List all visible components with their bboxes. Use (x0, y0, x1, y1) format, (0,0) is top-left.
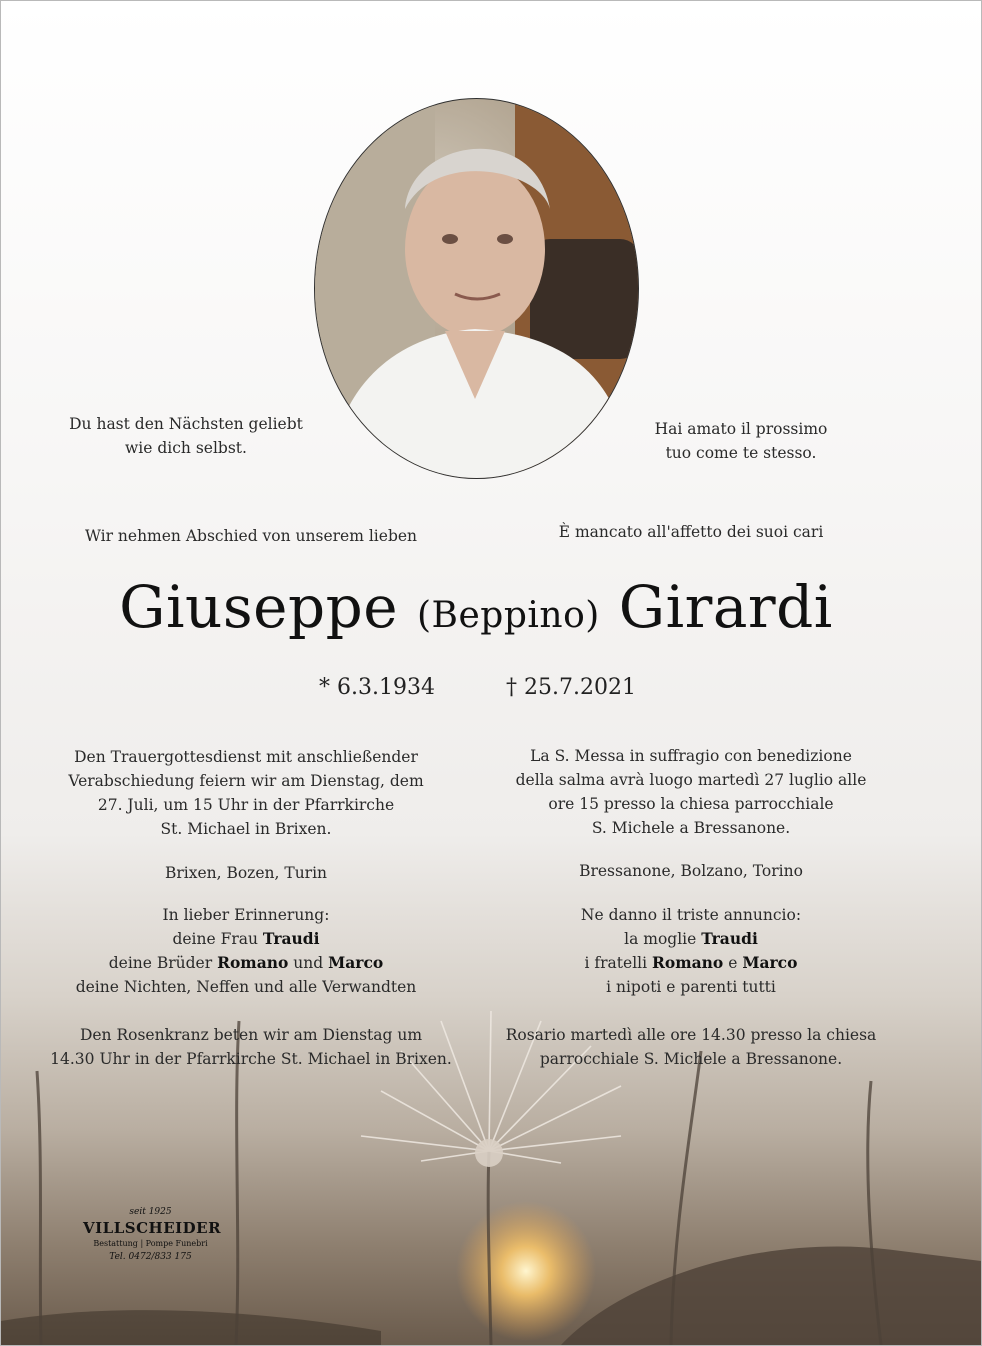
service-german-line: Verabschiedung feiern wir am Dienstag, dem (68, 772, 424, 790)
intro-german: Wir nehmen Abschied von unserem lieben (84, 527, 418, 545)
service-german-line: St. Michael in Brixen. (160, 820, 332, 838)
rosary-german-line: 14.30 Uhr in der Pfarrkirche St. Michael in Brixen. (50, 1050, 452, 1068)
logo-brand: VILLSCHEIDER (83, 1219, 222, 1237)
mourners-wife (501, 927, 881, 951)
service-italian-line: La S. Messa in suffragio con benedizione (530, 747, 852, 765)
rosary-italian-line: Rosario martedì alle ore 14.30 presso la chiesa (505, 1026, 877, 1044)
brother-name: Marco (328, 953, 384, 972)
rosary-italian-line: parrocchiale S. Michele a Bressanone. (539, 1050, 843, 1068)
first-name: Giuseppe (119, 573, 399, 641)
logo-subtitle: Bestattung | Pompe Funebri (93, 1239, 208, 1248)
places-italian: Bressanone, Bolzano, Torino (579, 862, 803, 880)
quote-italian (621, 417, 861, 465)
death-date: † 25.7.2021 (506, 675, 636, 700)
quote-italian-line: Hai amato il prossimo (654, 420, 828, 438)
portrait-photo (314, 98, 639, 479)
funeral-home-logo (83, 1207, 222, 1264)
brother-name: Marco (742, 953, 798, 972)
mourners-relatives: deine Nichten, Neffen und alle Verwandten (75, 978, 417, 996)
mourners-german (51, 903, 441, 999)
quote-german-line: Du hast den Nächsten geliebt (69, 415, 303, 433)
mourners-italian (501, 903, 881, 999)
service-italian (501, 744, 881, 840)
logo-phone: Tel. 0472/833 175 (109, 1252, 192, 1262)
rosary-german (41, 1023, 461, 1071)
service-german-line: 27. Juli, um 15 Uhr in der Pfarrkirche (97, 796, 395, 814)
rosary-italian (501, 1023, 881, 1071)
quote-german-line: wie dich selbst. (125, 439, 247, 457)
brother-name: Romano (217, 953, 289, 972)
service-italian-line: ore 15 presso la chiesa parrocchiale (548, 795, 834, 813)
service-italian-line: della salma avrà luogo martedì 27 luglio alle (515, 771, 867, 789)
deceased-name (1, 567, 951, 656)
brother-name: Romano (652, 953, 724, 972)
mourners-relatives: i nipoti e parenti tutti (606, 978, 776, 996)
last-name: Girardi (618, 573, 833, 641)
mourners-wife (51, 927, 441, 951)
wife-name: Traudi (262, 929, 320, 948)
wife-name: Traudi (701, 929, 758, 948)
rosary-german-line: Den Rosenkranz beten wir am Dienstag um (79, 1026, 423, 1044)
wife-prefix: deine Frau (172, 930, 263, 948)
brothers-prefix: deine Brüder (108, 954, 218, 972)
conjunction: und (288, 954, 329, 972)
mourners-brothers (51, 951, 441, 975)
mourners-heading: In lieber Erinnerung: (162, 906, 330, 924)
quote-italian-line: tuo come te stesso. (665, 444, 817, 462)
mourners-heading: Ne danno il triste annuncio: (580, 906, 802, 924)
quote-german (61, 412, 311, 460)
service-german (51, 745, 441, 841)
nickname: (Beppino) (417, 595, 600, 636)
birth-date: * 6.3.1934 (319, 675, 435, 700)
places-german: Brixen, Bozen, Turin (164, 864, 328, 882)
logo-since: seit 1925 (129, 1207, 172, 1217)
service-italian-line: S. Michele a Bressanone. (591, 819, 791, 837)
service-german-line: Den Trauergottesdienst mit anschließender (74, 748, 418, 766)
mourners-brothers (501, 951, 881, 975)
conjunction: e (723, 954, 743, 972)
wife-prefix: la moglie (624, 930, 702, 948)
brothers-prefix: i fratelli (584, 954, 652, 972)
intro-italian: È mancato all'affetto dei suoi cari (558, 523, 824, 541)
portrait-image (315, 99, 639, 479)
